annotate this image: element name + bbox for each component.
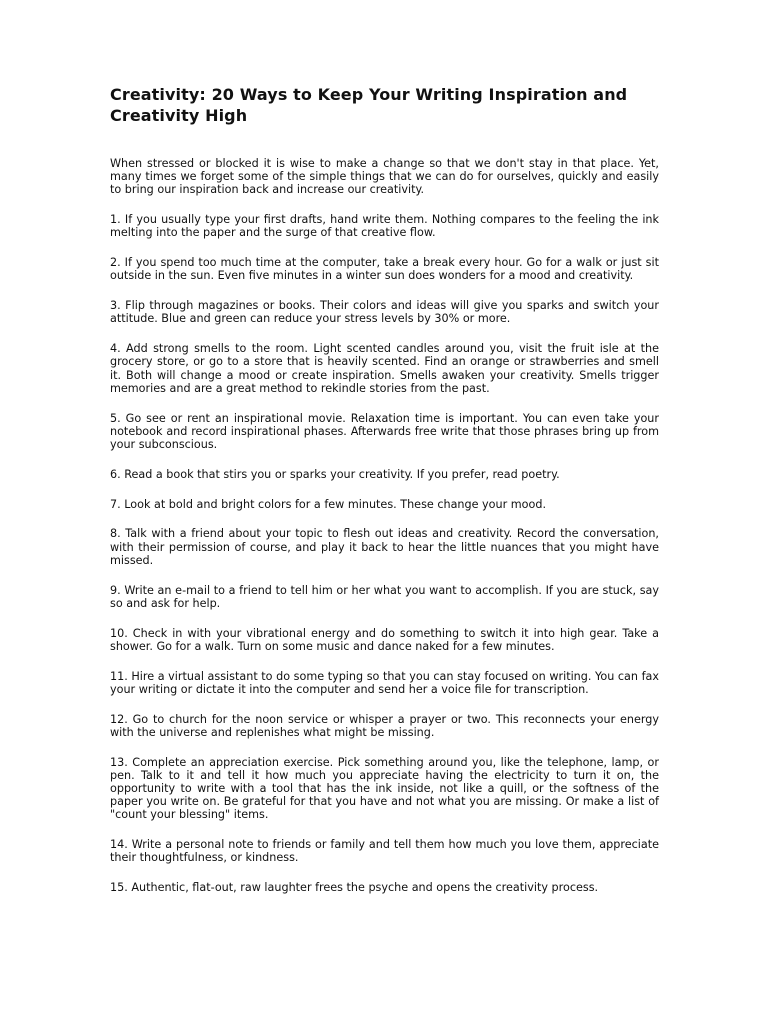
tip-8: 8. Talk with a friend about your topic to flesh out ideas and creativity. Record the conversation, with their permission of course, and play it back to hear the little nuances that you might have missed. bbox=[110, 527, 659, 567]
document-page bbox=[110, 84, 659, 911]
tip-13: 13. Complete an appreciation exercise. Pick something around you, like the telephone, lamp, or pen. Talk to it and tell it how much you appreciate having the electricity to turn it on, the opportunity to write with a tool that has the ink inside, not like a quill, or the softness of the paper you write on. Be grateful for that you have and not what you are missing. Or make a list of "count your blessing" items. bbox=[110, 755, 659, 822]
tip-6: 6. Read a book that stirs you or sparks your creativity. If you prefer, read poetry. bbox=[110, 467, 560, 481]
tip-14: 14. Write a personal note to friends or family and tell them how much you love them, appreciate their thoughtfulness, or kindness. bbox=[110, 838, 659, 865]
tip-1: 1. If you usually type your first drafts, hand write them. Nothing compares to the feeling the ink melting into the paper and the surge of that creative flow. bbox=[110, 213, 659, 240]
tip-5: 5. Go see or rent an inspirational movie. Relaxation time is important. You can even take your notebook and record inspirational phases. Afterwards free write that those phrases bring up from your subconscious. bbox=[110, 411, 659, 452]
tip-2: 2. If you spend too much time at the computer, take a break every hour. Go for a walk or just sit outside in the sun. Even five minutes in a winter sun does wonders for a mood and creativity. bbox=[110, 256, 659, 283]
intro-paragraph: When stressed or blocked it is wise to make a change so that we don't stay in that place. Yet, many times we forget some of the simple things that we can do for ourselves, quickly and easily to bring our inspiration back and increase our creativity. bbox=[110, 157, 659, 197]
tip-10: 10. Check in with your vibrational energy and do something to switch it into high gear. Take a shower. Go for a walk. Turn on some music and dance naked for a few minutes. bbox=[110, 626, 659, 653]
tip-3: 3. Flip through magazines or books. Their colors and ideas will give you sparks and switch your attitude. Blue and green can reduce your stress levels by 30% or more. bbox=[110, 299, 659, 326]
tip-12: 12. Go to church for the noon service or whisper a prayer or two. This reconnects your energy with the universe and replenishes what might be missing. bbox=[110, 712, 659, 739]
tip-4: 4. Add strong smells to the room. Light scented candles around you, visit the fruit isle at the grocery store, or go to a store that is heavily scented. Find an orange or strawberries and smell it. Both will change a mood or create inspiration. Smells awaken your creativity. Smells trigger memories and are a great method to rekindle stories from the past. bbox=[110, 342, 659, 395]
tip-15: 15. Authentic, flat-out, raw laughter frees the psyche and opens the creativity process. bbox=[110, 881, 599, 895]
document-title: Creativity: 20 Ways to Keep Your Writing Inspiration and Creativity High bbox=[110, 85, 628, 125]
tip-7: 7. Look at bold and bright colors for a few minutes. These change your mood. bbox=[110, 497, 547, 511]
tip-9: 9. Write an e-mail to a friend to tell him or her what you want to accomplish. If you are stuck, say so and ask for help. bbox=[110, 583, 659, 610]
tip-11: 11. Hire a virtual assistant to do some typing so that you can stay focused on writing. You can fax your writing or dictate it into the computer and send her a voice file for transcription. bbox=[110, 669, 659, 696]
